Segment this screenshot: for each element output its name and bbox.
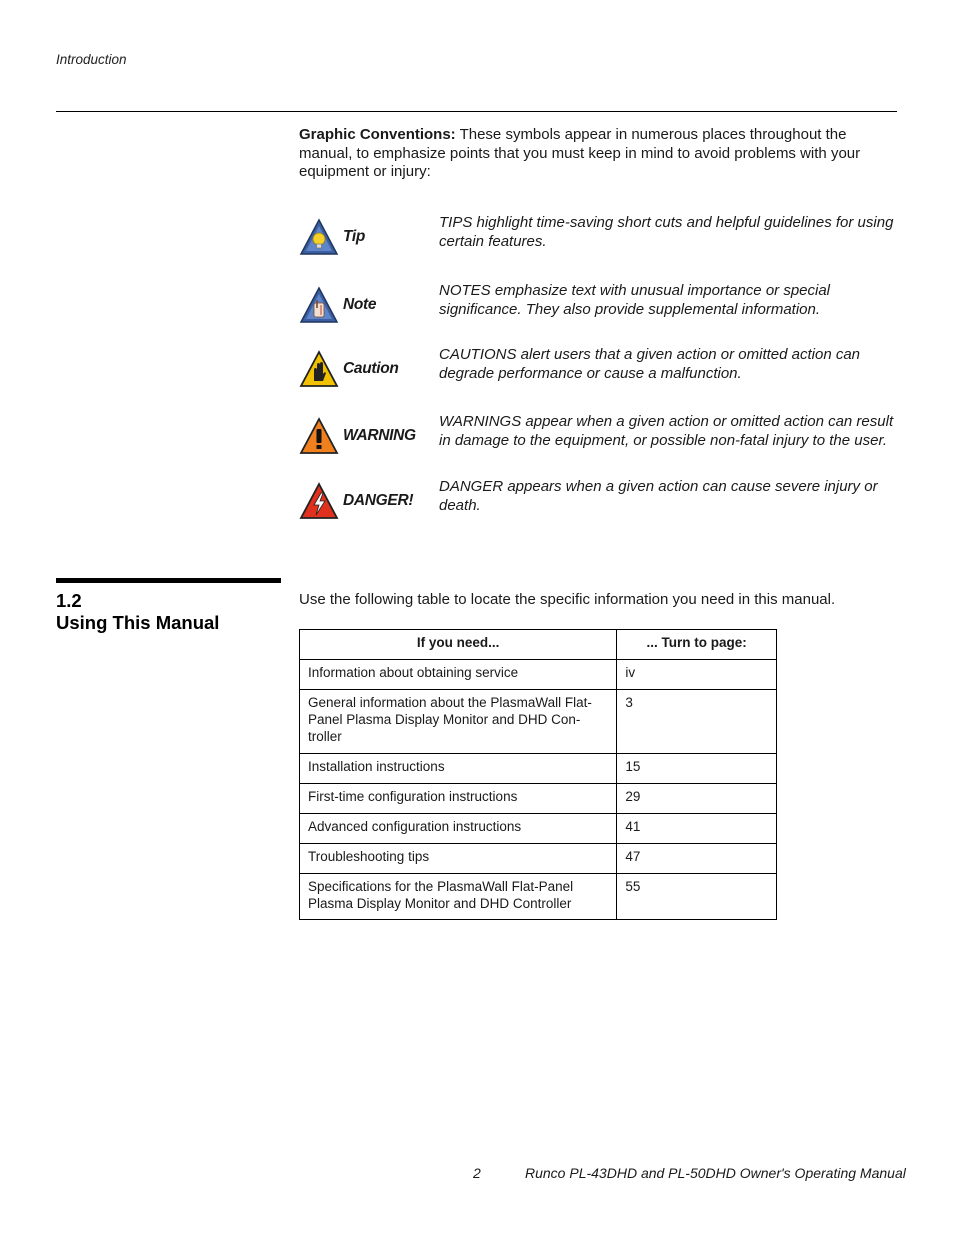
table-cell-topic: Advanced configuration instructions [300, 814, 617, 844]
table-cell-page: 15 [617, 754, 777, 784]
table-cell-topic: First-time configuration instructions [300, 784, 617, 814]
convention-description: DANGER appears when a given action can cause severe injury or death. [439, 478, 878, 514]
table-row [300, 874, 777, 920]
convention-description: NOTES emphasize text with unusual importance or special significance. They also provide supplemental information. [439, 282, 831, 318]
convention-caution [299, 346, 899, 394]
table-cell-topic: Specifications for the PlasmaWall Flat-Panel Plasma Display Monitor and DHD Controller [300, 874, 617, 920]
table-row [300, 660, 777, 690]
table-cell-topic: Information about obtaining service [300, 660, 617, 690]
section-rule [56, 578, 281, 583]
running-head: Introduction [56, 52, 127, 67]
graphic-conventions-paragraph [299, 126, 889, 182]
convention-label: Caution [343, 360, 399, 377]
section-number: 1.2 [56, 590, 82, 611]
table-cell-topic: General information about the PlasmaWall Flat-Panel Plasma Display Monitor and DHD Con-troller [300, 690, 617, 754]
note-hand-icon [299, 286, 339, 324]
table-row [300, 690, 777, 754]
table-cell-topic: Troubleshooting tips [300, 844, 617, 874]
lightning-icon [299, 482, 339, 520]
convention-warning [299, 413, 899, 461]
table-cell-page: 3 [617, 690, 777, 754]
column-header-page: ... Turn to page: [617, 630, 777, 660]
table-header-row [300, 630, 777, 660]
convention-label: WARNING [343, 427, 416, 444]
convention-description: CAUTIONS alert users that a given action or omitted action can degrade performance or cause a malfunction. [439, 346, 861, 382]
section-intro: Use the following table to locate the specific information you need in this manual. [299, 591, 836, 608]
table-cell-page: 47 [617, 844, 777, 874]
column-header-need: If you need... [300, 630, 617, 660]
exclamation-icon [299, 417, 339, 455]
convention-description: WARNINGS appear when a given action or omitted action can result in damage to the equipment, or possible non-fatal injury to the user. [439, 413, 894, 449]
table-cell-page: iv [617, 660, 777, 690]
section-title: Using This Manual [56, 612, 220, 633]
convention-description: TIPS highlight time-saving short cuts and helpful guidelines for using certain features. [439, 214, 894, 250]
information-table [299, 629, 777, 920]
convention-tip [299, 214, 899, 262]
graphic-conventions-text: These symbols appear in numerous places throughout the manual, to emphasize points that you must keep in mind to avoid problems with your equipment or injury: [299, 126, 861, 180]
table-row [300, 754, 777, 784]
header-rule [56, 111, 897, 112]
convention-label: DANGER! [343, 492, 414, 509]
footer-page-number: 2 [473, 1165, 481, 1181]
convention-label: Tip [343, 228, 366, 245]
table-row [300, 814, 777, 844]
table-row [300, 844, 777, 874]
table-cell-page: 55 [617, 874, 777, 920]
table-cell-page: 41 [617, 814, 777, 844]
table-cell-topic: Installation instructions [300, 754, 617, 784]
convention-label: Note [343, 296, 377, 313]
table-row [300, 784, 777, 814]
footer-manual-title: Runco PL-43DHD and PL-50DHD Owner's Operating Manual [525, 1165, 906, 1181]
caution-hand-icon [299, 350, 339, 388]
graphic-conventions-lead: Graphic Conventions: [299, 126, 456, 143]
lightbulb-icon [299, 218, 339, 256]
convention-danger [299, 478, 899, 526]
convention-note [299, 282, 899, 330]
table-cell-page: 29 [617, 784, 777, 814]
